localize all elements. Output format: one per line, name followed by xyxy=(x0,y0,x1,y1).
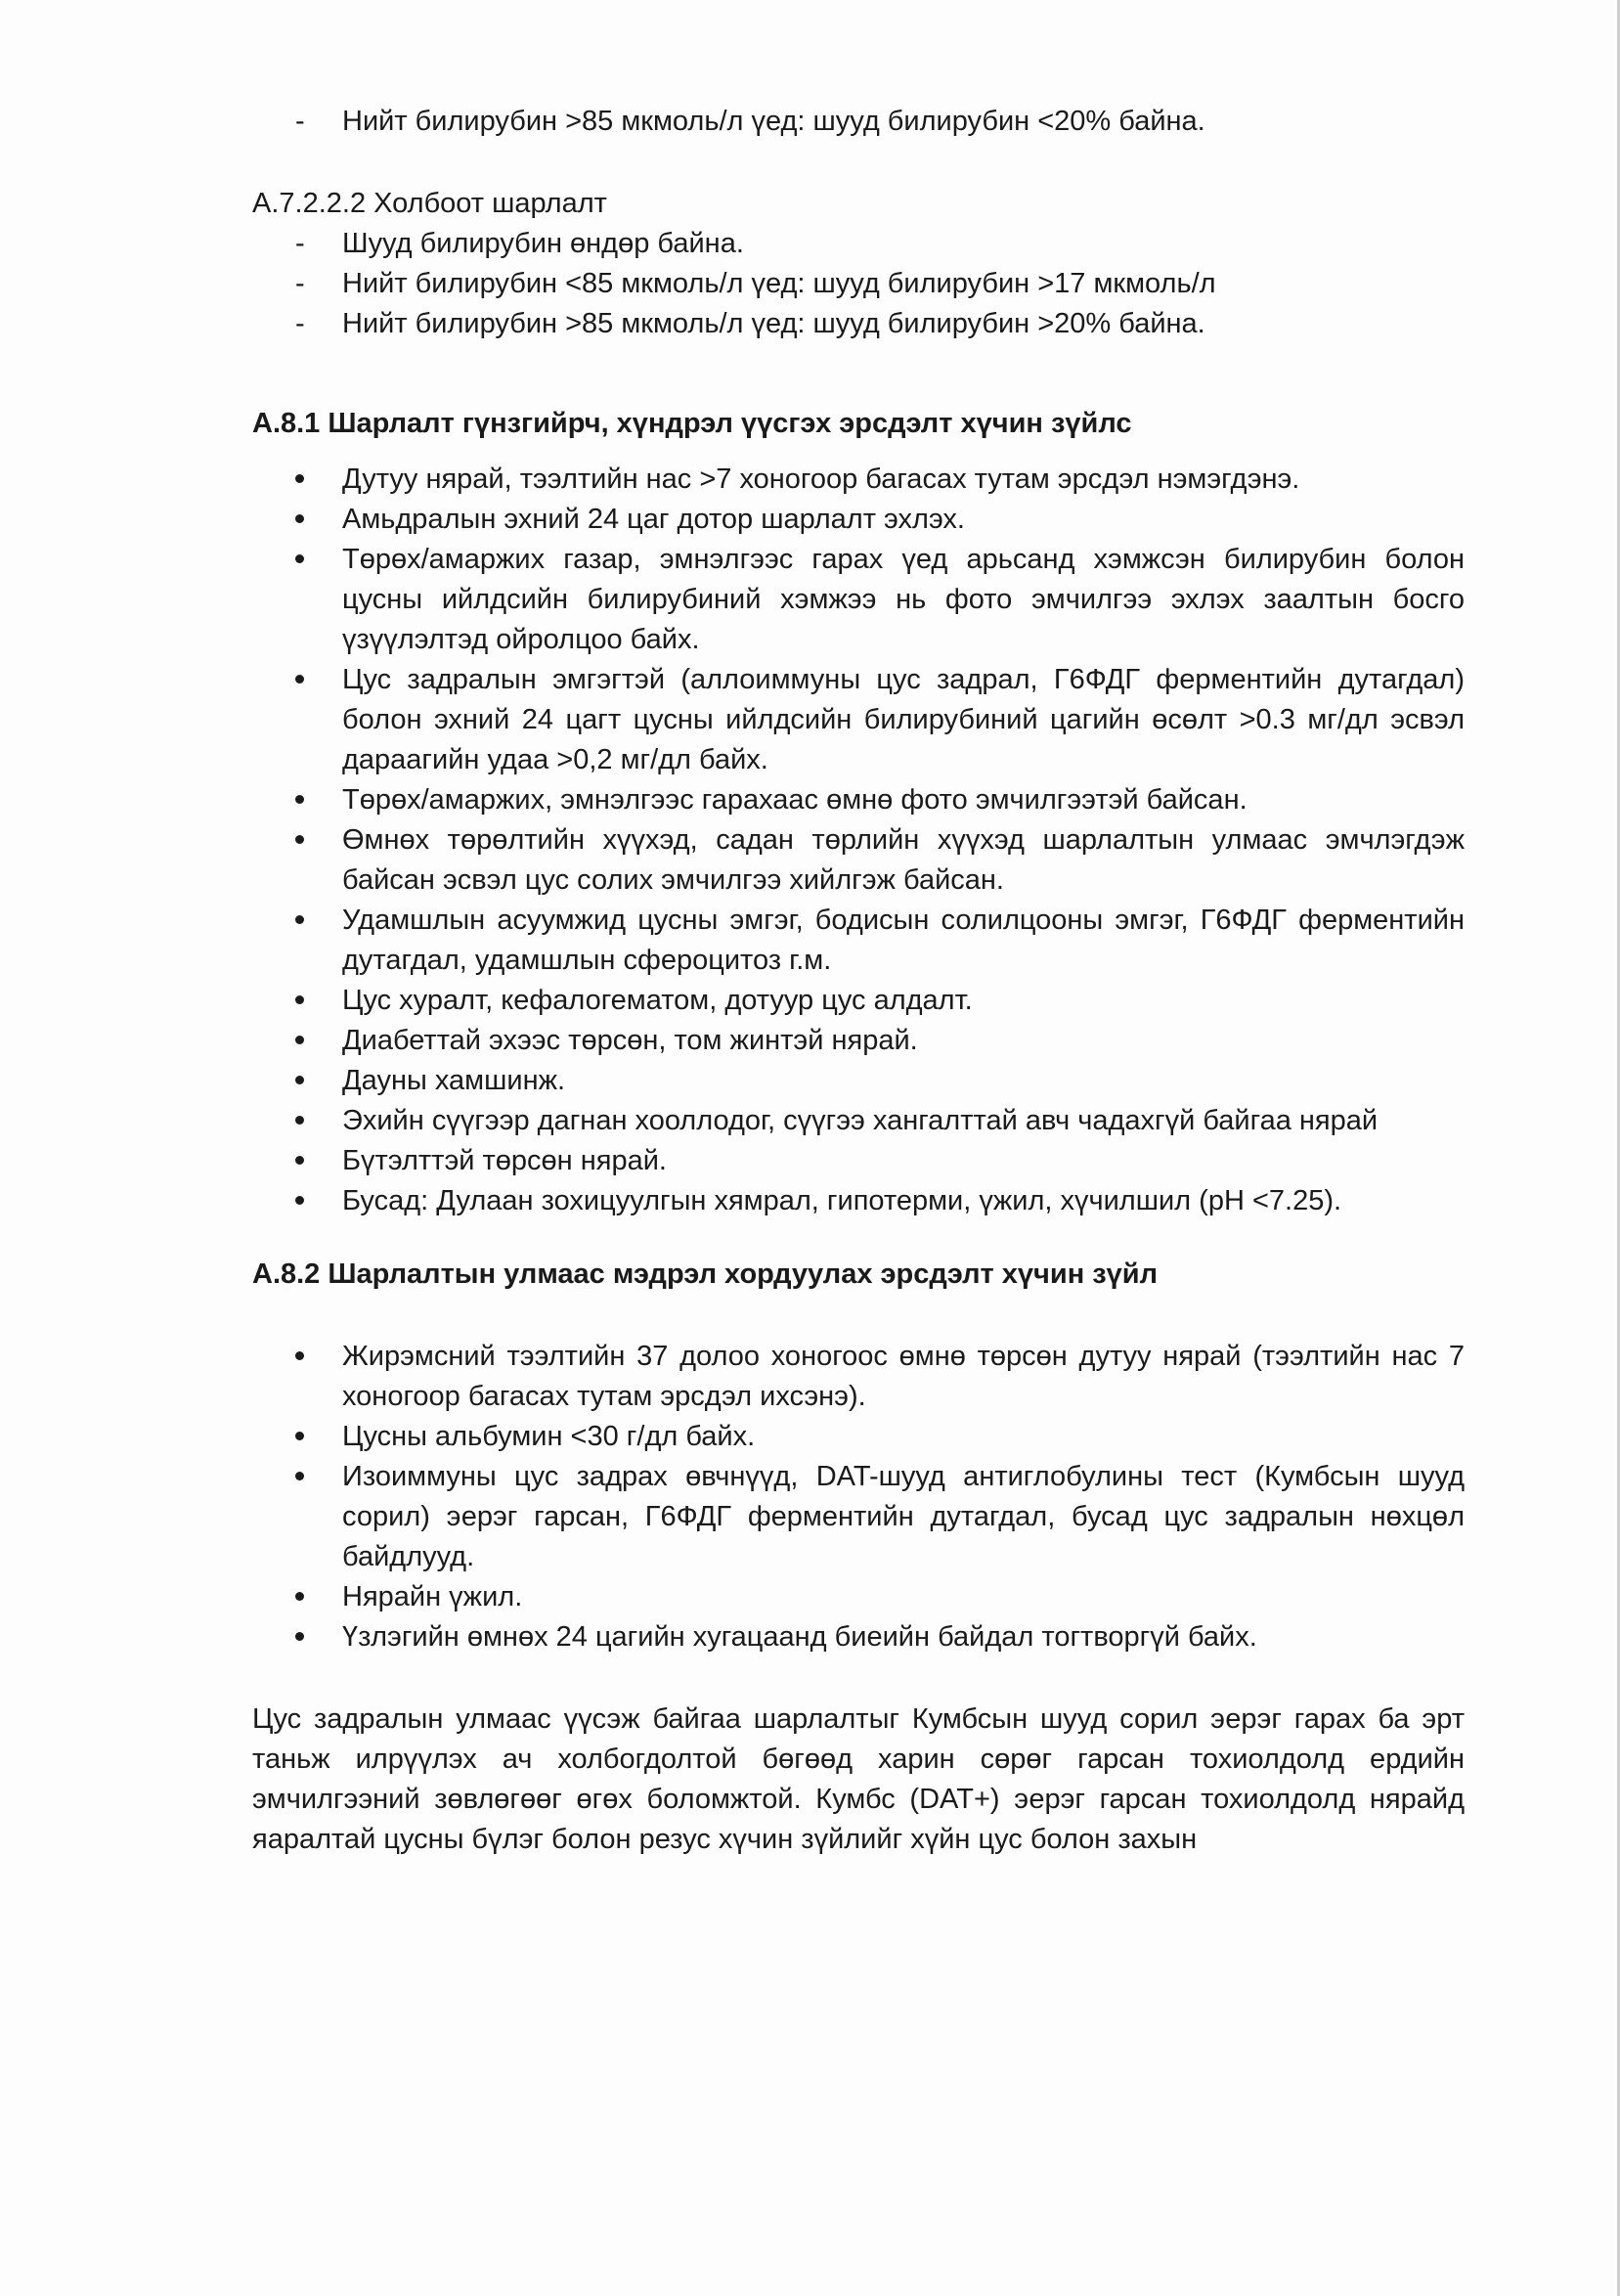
section-a7222-list xyxy=(252,224,1465,344)
section-a82-list xyxy=(252,1337,1465,1657)
bullet-item: Амьдралын эхний 24 цаг дотор шарлалт эхлэх. xyxy=(252,500,1465,540)
bullet-marker xyxy=(295,835,304,844)
bullet-marker xyxy=(295,915,304,924)
bullet-marker xyxy=(295,1472,304,1480)
bullet-item: Үзлэгийн өмнөх 24 цагийн хугацаанд биеийн байдал тогтворгүй байх. xyxy=(252,1617,1465,1657)
bullet-marker xyxy=(295,1632,304,1641)
top-dash-list xyxy=(252,102,1465,142)
dash-item: - Нийт билирубин <85 мкмоль/л үед: шууд билирубин >17 мкмоль/л xyxy=(252,264,1465,304)
bullet-marker xyxy=(295,995,304,1004)
bullet-item: Нярайн үжил. xyxy=(252,1577,1465,1617)
dash-item: - Нийт билирубин >85 мкмоль/л үед: шууд билирубин >20% байна. xyxy=(252,304,1465,344)
bullet-item: Удамшлын асуумжид цусны эмгэг, бодисын солилцооны эмгэг, Г6ФДГ ферментийн дутагдал, удамшлын сфероцитоз г.м. xyxy=(252,901,1465,981)
dash-marker: - xyxy=(295,228,305,259)
bullet-marker xyxy=(295,1076,304,1084)
bullet-item: Цус хуралт, кефалогематом, дотуур цус алдалт. xyxy=(252,981,1465,1021)
bullet-item: Эхийн сүүгээр дагнан хооллодог, сүүгээ хангалттай авч чадахгүй байгаа нярай xyxy=(252,1101,1465,1141)
bullet-marker xyxy=(295,675,304,684)
section-a7222-title: А.7.2.2.2 Холбоот шарлалт xyxy=(252,188,607,219)
dash-item: - Нийт билирубин >85 мкмоль/л үед: шууд билирубин <20% байна. xyxy=(252,102,1465,142)
bullet-item: Цусны альбумин <30 г/дл байх. xyxy=(252,1417,1465,1457)
bullet-item: Төрөх/амаржих, эмнэлгээс гарахаас өмнө фото эмчилгээтэй байсан. xyxy=(252,780,1465,820)
bullet-marker xyxy=(295,1592,304,1601)
bullet-marker xyxy=(295,1196,304,1205)
bullet-item: Изоиммуны цус задрах өвчнүүд, DAT-шууд антиглобулины тест (Кумбсын шууд сорил) эерэг гарсан, Г6ФДГ ферментийн дутагдал, бусад цус задралын нөхцөл байдлууд. xyxy=(252,1457,1465,1577)
bullet-marker xyxy=(295,1156,304,1165)
closing-paragraph: Цус задралын улмаас үүсэж байгаа шарлалтыг Кумбсын шууд сорил эерэг гарах ба эрт таньж илрүүлэх ач холбогдолтой бөгөөд харин сөрөг гарсан тохиолдолд ердийн эмчилгээний зөвлөгөөг өгөх боломжтой. Кумбс (DAT+) эерэг гарсан тохиолдолд нярайд яаралтай цусны бүлэг болон резус хүчин зүйлийг хүйн цус болон захын xyxy=(252,1703,1465,1855)
dash-marker: - xyxy=(295,106,305,137)
bullet-item: Дауны хамшинж. xyxy=(252,1061,1465,1101)
bullet-marker xyxy=(295,554,304,563)
bullet-marker xyxy=(295,1432,304,1440)
dash-marker: - xyxy=(295,308,305,339)
dash-item: - Шууд билирубин өндөр байна. xyxy=(252,224,1465,264)
bullet-marker xyxy=(295,474,304,483)
bullet-marker xyxy=(295,1036,304,1044)
section-a82-heading: А.8.2 Шарлалтын улмаас мэдрэл хордуулах эрсдэлт хүчин зүйл xyxy=(252,1258,1159,1290)
dash-marker: - xyxy=(295,268,305,299)
section-a81-list xyxy=(252,460,1465,1221)
bullet-marker xyxy=(295,1116,304,1125)
bullet-marker xyxy=(295,514,304,523)
page-content xyxy=(252,102,1465,1860)
bullet-item: Дутуу нярай, тээлтийн нас >7 хоногоор багасах тутам эрсдэл нэмэгдэнэ. xyxy=(252,460,1465,500)
bullet-item: Бусад: Дулаан зохицуулгын хямрал, гипотерми, үжил, хүчилшил (pH <7.25). xyxy=(252,1181,1465,1221)
bullet-item: Диабеттай эхээс төрсөн, том жинтэй нярай. xyxy=(252,1021,1465,1061)
bullet-item: Цус задралын эмгэгтэй (аллоиммуны цус задрал, Г6ФДГ ферментийн дутагдал) болон эхний 24 цагт цусны ийлдсийн билирубиний цагийн өсөлт >0.3 мг/дл эсвэл дараагийн удаа >0,2 мг/дл байх. xyxy=(252,660,1465,780)
bullet-item: Төрөх/амаржих газар, эмнэлгээс гарах үед арьсанд хэмжсэн билирубин болон цусны ийлдсийн билирубиний хэмжээ нь фото эмчилгээ эхлэх заалтын босго үзүүлэлтэд ойролцоо байх. xyxy=(252,540,1465,660)
bullet-item: Жирэмсний тээлтийн 37 долоо хоногоос өмнө төрсөн дутуу нярай (тээлтийн нас 7 хоногоор багасах тутам эрсдэл ихсэнэ). xyxy=(252,1337,1465,1417)
section-a81-heading: А.8.1 Шарлалт гүнзгийрч, хүндрэл үүсгэх эрсдэлт хүчин зүйлс xyxy=(252,408,1132,439)
bullet-item: Өмнөх төрөлтийн хүүхэд, садан төрлийн хүүхэд шарлалтын улмаас эмчлэгдэж байсан эсвэл цус солих эмчилгээ хийлгэж байсан. xyxy=(252,820,1465,901)
bullet-item: Бүтэлттэй төрсөн нярай. xyxy=(252,1141,1465,1181)
bullet-marker xyxy=(295,795,304,804)
bullet-marker xyxy=(295,1351,304,1360)
